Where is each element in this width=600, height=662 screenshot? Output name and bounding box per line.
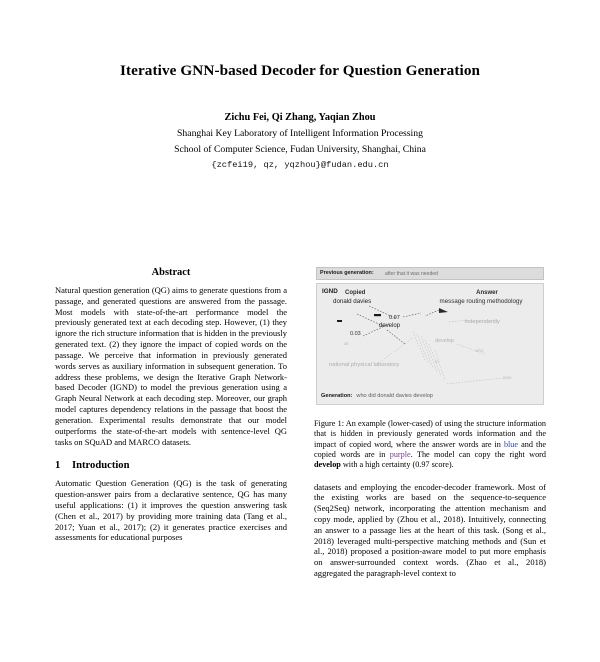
introduction-paragraph-1: Automatic Question Generation (QG) is the task of generating question-answer pairs from a declarative sentence, QG has many useful applications: (1) it improves the question answering task (Chen et al., 2017) by providing more training data (Tang et al., 2017; Yuan et al., 2017); (2) it generates practice exercises and assessments for educational purposes (55, 478, 287, 543)
figure-copied-heading: Copied (345, 290, 366, 296)
figure-caption-label: Figure 1: (314, 419, 344, 428)
figure-1 (314, 267, 546, 471)
figure-center-word: develop (379, 323, 401, 329)
right-column (314, 267, 546, 586)
figure-generation-row (321, 393, 433, 399)
figure-copied-word: donald davies (333, 298, 372, 305)
page-title: Iterative GNN-based Decoder for Question Generation (119, 62, 481, 79)
previous-generation-value: after that it was needed (385, 270, 438, 277)
figure-node-value: 0.03 (350, 331, 361, 337)
abstract-heading: Abstract (151, 267, 191, 278)
left-column (55, 267, 287, 586)
figure-caption-part-3: . The model can copy the right word (410, 449, 546, 459)
introduction-heading (55, 460, 287, 471)
author-list: Zichu Fei, Qi Zhang, Yaqian Zhou (224, 112, 376, 124)
figure-caption-bold-word: develop (314, 460, 341, 470)
figure-faint-npl: national physical laboratory (329, 362, 400, 368)
abstract-text: Natural question generation (QG) aims to generate questions from a passage, and generated questions are answered from the passage. Most models with state-of-the-art performance model the previously generated text at each decoding step. However, (1) they ignore the rich structure information that is hidden in the previously generated text. (2) they ignore the impact of copied words on the passage. We perceive that information in previously generated words serves as auxiliary information in subsequent generation. To address these problems, we design the Iterative Graph Network-based Decoder (IGND) to model the previous generation using a Graph Neural Network at each decoding step. Moreover, our graph model captures dependency relations in the passage that boost the generation. Experimental results demonstrate that our model outperforms the state-of-the-art models with sentence-level QG tasks on SQuAD and MARCO datasets. (55, 285, 287, 447)
figure-faint-at: at (344, 342, 349, 347)
paper-page (0, 62, 600, 662)
generation-value: who did donald davies develop (356, 393, 433, 399)
figure-faint-in: in (435, 360, 439, 365)
figure-caption-part-2: and the copied words are in (314, 439, 546, 459)
affiliation-line-1: Shanghai Key Laboratory of Intelligent Information Processing (177, 128, 423, 140)
affiliation-line-2: School of Computer Science, Fudan University, Shanghai, China (174, 143, 426, 155)
previous-generation-label: Previous generation: (320, 270, 374, 277)
figure-caption-blue-word: blue (503, 439, 519, 449)
author-emails: {zcfei19, qz, yqzhou}@fudan.edu.cn (211, 159, 389, 170)
figure-faint-who: who (475, 348, 484, 353)
two-column-body (0, 267, 600, 586)
figure-previous-generation-bar (316, 267, 544, 280)
figure-answer-word: message routing methodology (439, 298, 523, 305)
figure-image (314, 267, 546, 410)
figure-caption-purple-word: purple (389, 449, 411, 459)
figure-faint-develop: develop (435, 338, 454, 344)
figure-model-label: IGND (322, 288, 338, 295)
figure-caption (314, 419, 546, 471)
figure-graph-canvas (316, 283, 544, 405)
section-number: 1 (55, 460, 61, 472)
figure-caption-part-1: An example (lower-cased) of using the structure information that is hidden in previously generated words information and the impact of copied word, where the answer words are in (314, 419, 546, 449)
figure-caption-part-4: with a high certainty (0.97 score). (340, 460, 454, 470)
figure-score-value: 0.97 (389, 315, 400, 321)
figure-answer-heading: Answer (476, 290, 498, 296)
right-column-paragraph-1: datasets and employing the encoder-decoder framework. Most of the existing works are based on the sequence-to-sequence (Seq2Seq) network, incorporating the attention mechanism and copy mode, applied by (Zhou et al., 2018). Intuitively, connecting an answer to a passage lies at the heart of this task. (Song et al., 2018) leveraged multi-perspective matching methods and (Sun et al., 2018) proposed a position-aware model to put more emphasis on answer-surrounded context words. (Zhao et al., 2018) aggregated the paragraph-level context to (314, 481, 546, 579)
figure-faint-was: was (503, 376, 512, 381)
figure-faint-independently: independently (465, 319, 500, 325)
section-title: Introduction (72, 460, 130, 472)
generation-label: Generation: (321, 393, 353, 399)
